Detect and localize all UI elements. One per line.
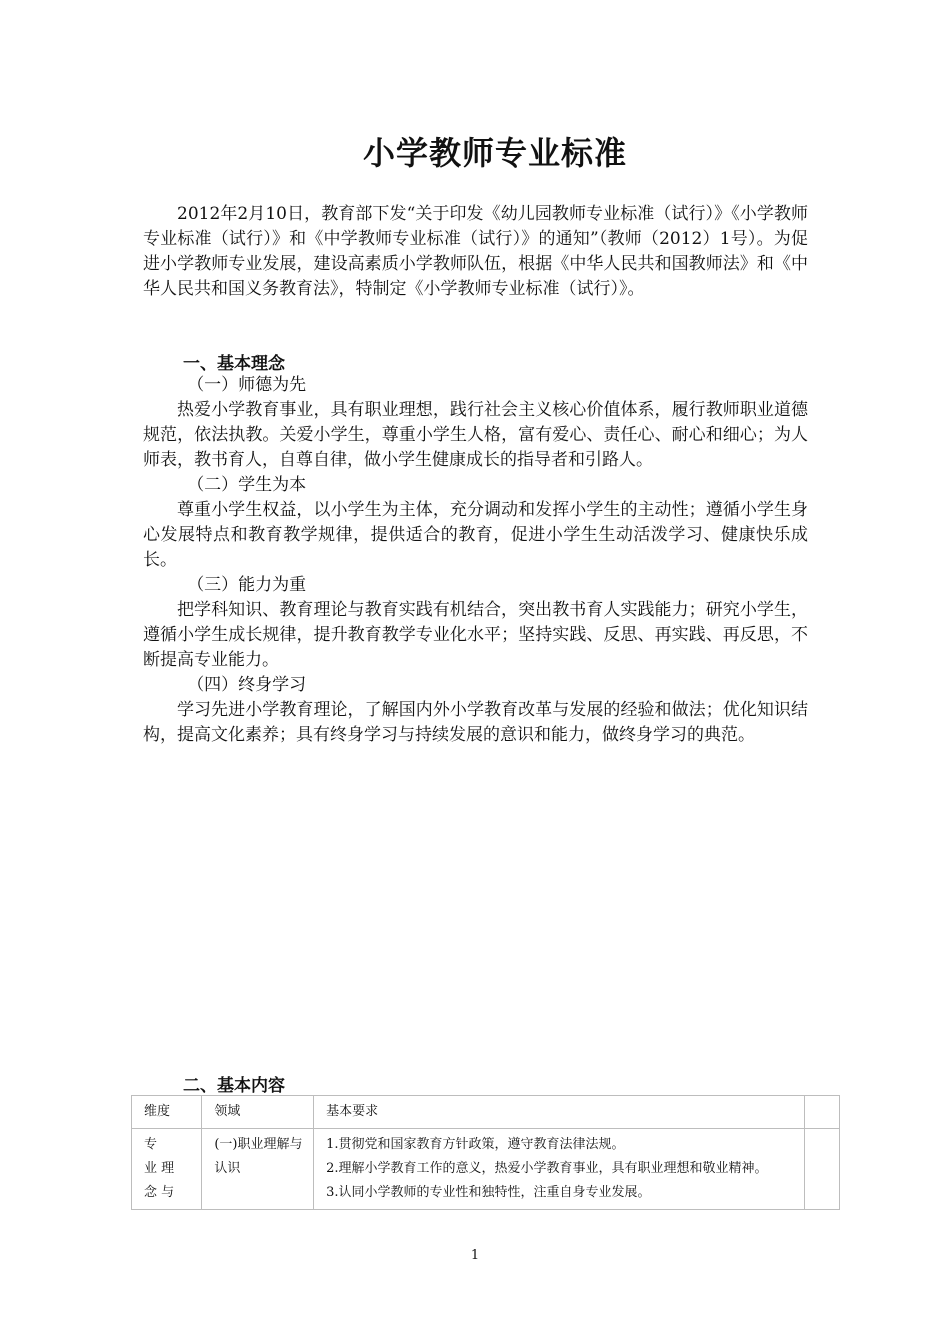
header-empty-cell	[805, 1096, 840, 1129]
dimension-line: 念 与	[144, 1185, 175, 1200]
document-title: 小学教师专业标准	[362, 134, 627, 172]
requirements-table	[131, 1095, 840, 1210]
list-item: 1.贯彻党和国家教育方针政策，遵守教育法律法规。	[326, 1137, 625, 1152]
paragraph-student-centered: 尊重小学生权益，以小学生为主体，充分调动和发挥小学生的主动性；遵循小学生身心发展特点和教育教学规律，提供适合的教育，促进小学生生动活泼学习、健康快乐成长。	[143, 500, 808, 570]
empty-cell	[805, 1129, 840, 1210]
requirements-cell	[314, 1129, 805, 1210]
header-requirements: 基本要求	[314, 1096, 805, 1129]
dimension-line: 业 理	[144, 1161, 175, 1176]
paragraph-ethics-first: 热爱小学教育事业，具有职业理想，践行社会主义核心价值体系，履行教师职业道德规范，依法执教。关爱小学生，尊重小学生人格，富有爱心、责任心、耐心和细心；为人师表，教书育人，自尊自律，做小学生健康成长的指导者和引路人。	[143, 400, 808, 470]
table-row	[132, 1129, 840, 1210]
subheading-ethics-first: （一）师德为先	[187, 375, 307, 395]
dimension-line: 专	[144, 1137, 158, 1152]
section-heading-basic-content: 二、基本内容	[183, 1076, 285, 1096]
list-item: 2.理解小学教育工作的意义，热爱小学教育事业，具有职业理想和敬业精神。	[326, 1161, 768, 1176]
intro-paragraph: 2012年2月10日，教育部下发“关于印发《幼儿园教师专业标准（试行）》《小学教师专业标准（试行）》和《中学教师专业标准（试行）》的通知”（教师（2012）1号）。为促进小学教师专业发展，建设高素质小学教师队伍，根据《中华人民共和国教师法》和《中华人民共和国义务教育法》，特制定《小学教师专业标准（试行）》。	[143, 204, 808, 299]
field-cell: (一)职业理解与认识	[202, 1129, 314, 1210]
page-number: 1	[470, 1248, 480, 1263]
dimension-cell	[132, 1129, 202, 1210]
table-header-row	[132, 1096, 840, 1129]
subheading-lifelong-learning: （四）终身学习	[187, 675, 307, 695]
header-field: 领域	[202, 1096, 314, 1129]
list-item: 3.认同小学教师的专业性和独特性，注重自身专业发展。	[326, 1185, 651, 1200]
subheading-ability-focused: （三）能力为重	[187, 575, 307, 595]
header-dimension: 维度	[132, 1096, 202, 1129]
basic-concepts-content	[143, 373, 808, 748]
requirements-list	[326, 1133, 796, 1205]
paragraph-ability-focused: 把学科知识、教育理论与教育实践有机结合，突出教书育人实践能力；研究小学生，遵循小学生成长规律，提升教育教学专业化水平；坚持实践、反思、再实践、再反思，不断提高专业能力。	[143, 600, 808, 670]
section-heading-basic-concepts: 一、基本理念	[183, 354, 285, 374]
subheading-student-centered: （二）学生为本	[187, 475, 307, 495]
paragraph-lifelong-learning: 学习先进小学教育理论，了解国内外小学教育改革与发展的经验和做法；优化知识结构，提高文化素养；具有终身学习与持续发展的意识和能力，做终身学习的典范。	[143, 700, 808, 745]
